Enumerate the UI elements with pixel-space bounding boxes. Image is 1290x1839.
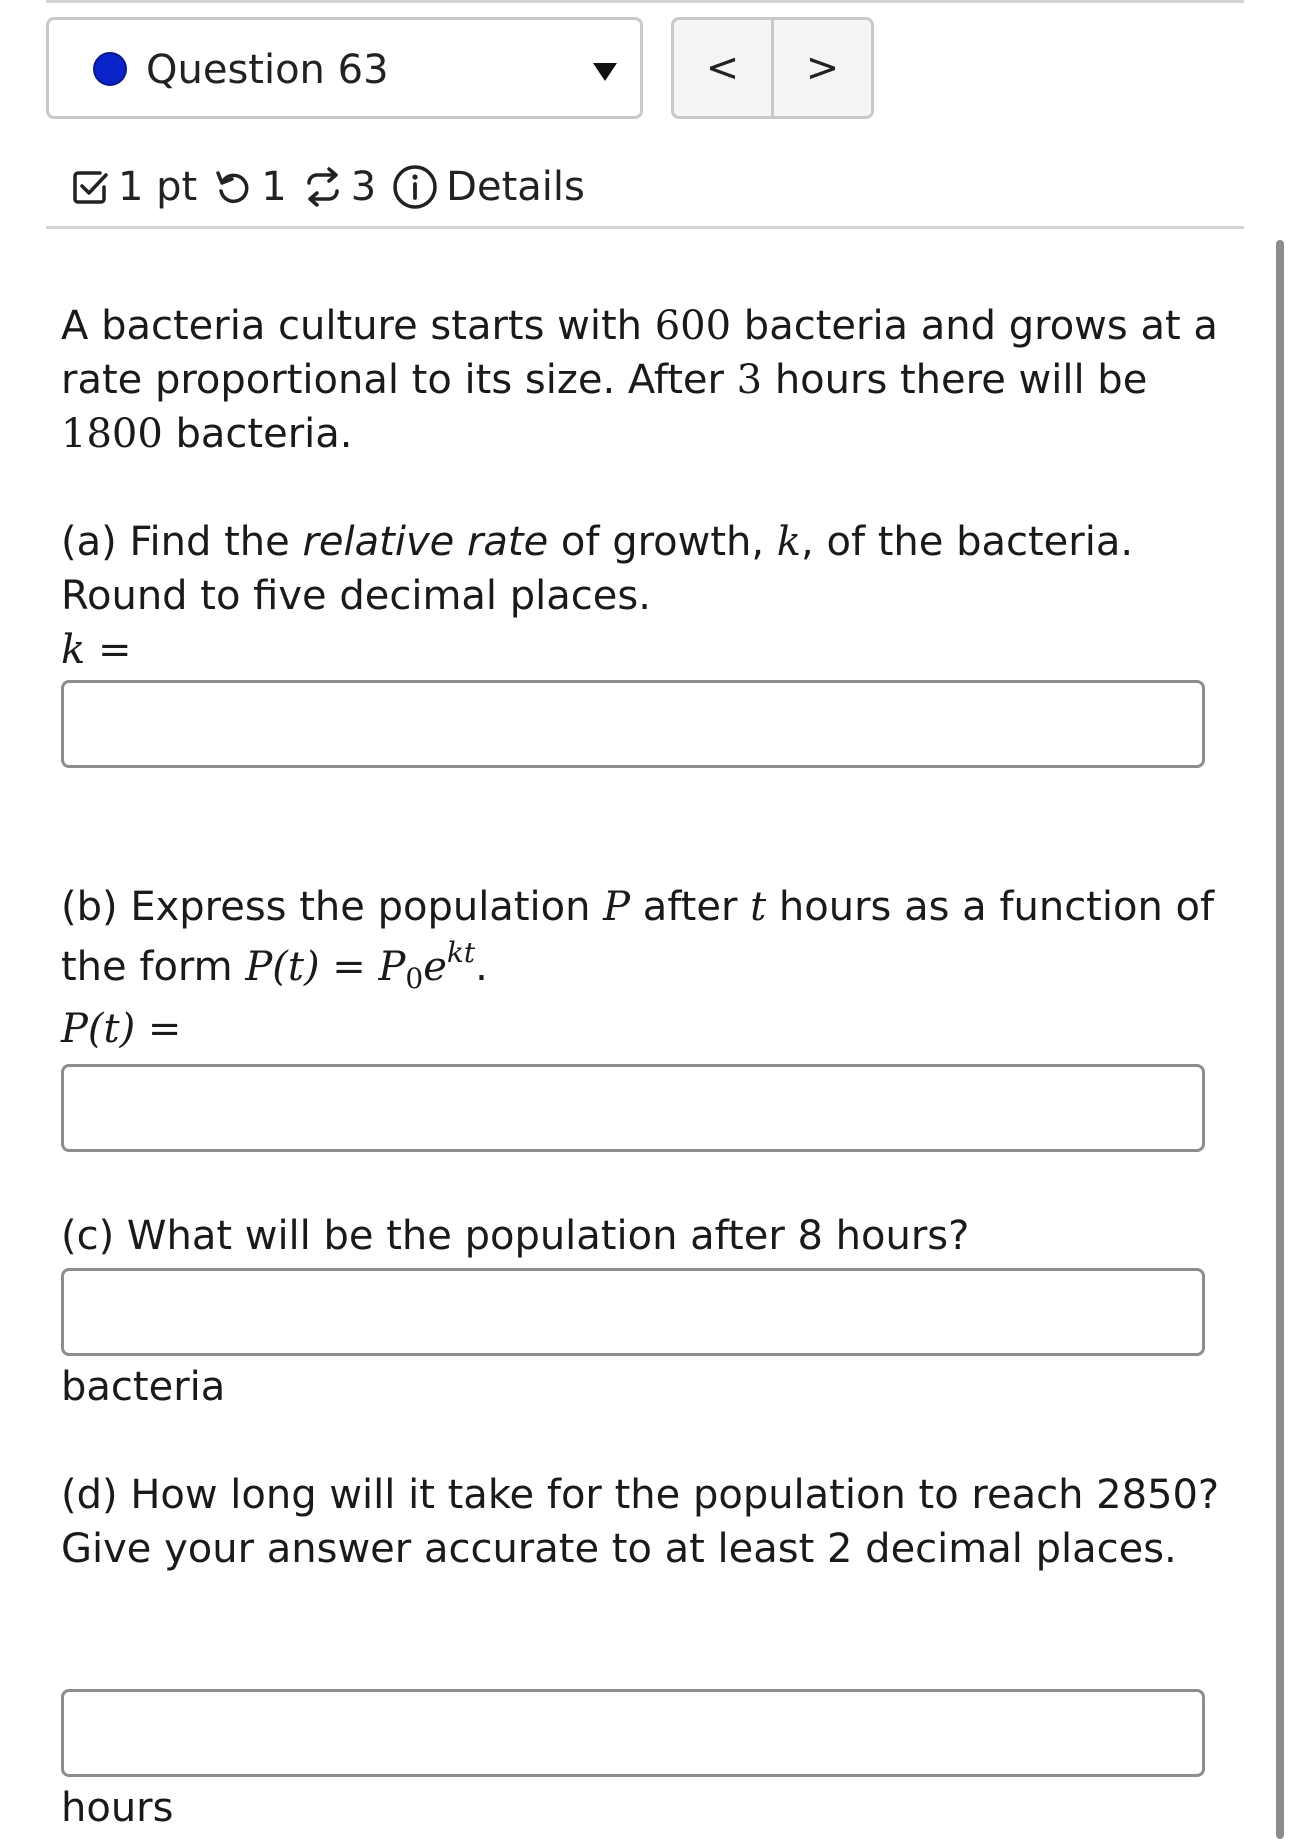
part-a-prompt: (a) Find the relative rate of growth, k, of the bacteria. xyxy=(61,519,1134,565)
scrollbar[interactable] xyxy=(1276,240,1284,1839)
part-b-lhs: P(t) = xyxy=(61,1006,182,1052)
part-d-instruction: Give your answer accurate to at least 2 decimal places. xyxy=(61,1526,1177,1572)
attempts-item xyxy=(303,164,376,210)
hours-count: 3 xyxy=(736,357,763,403)
relative-rate-term: relative rate xyxy=(302,519,549,565)
formula-lhs: P(t) = P xyxy=(245,944,406,990)
details-label: Details xyxy=(446,164,585,210)
question-meta xyxy=(70,160,601,214)
part-c-unit: bacteria xyxy=(61,1364,226,1410)
question-label: Question 63 xyxy=(146,47,389,93)
part-d-unit: hours xyxy=(61,1785,174,1831)
part-d-prompt: (d) How long will it take for the population to reach 2850? xyxy=(61,1472,1220,1518)
points-item xyxy=(70,164,197,210)
later-count: 1800 xyxy=(61,411,163,457)
part-a-lhs: k = xyxy=(61,627,132,673)
part-d-answer-input[interactable] xyxy=(61,1689,1205,1777)
problem-line-3: 1800 bacteria. xyxy=(61,411,353,457)
part-b-form: the form $P(t) = P_0e^{kt}$. xyxy=(61,936,488,995)
part-c-prompt: (c) What will be the population after 8 hours? xyxy=(61,1213,970,1259)
checkbox-icon xyxy=(70,167,110,207)
problem-line-2: rate proportional to its size. After 3 hours there will be xyxy=(61,357,1148,403)
retry-icon xyxy=(213,167,253,207)
previous-question-button[interactable]: < xyxy=(674,20,774,116)
question-selector[interactable] xyxy=(46,17,643,119)
part-a-instruction: Round to five decimal places. xyxy=(61,573,651,619)
part-a-answer-input[interactable] xyxy=(61,680,1205,768)
retries-value: 1 xyxy=(261,164,287,210)
points-value: 1 pt xyxy=(118,164,198,210)
details-toggle[interactable] xyxy=(392,164,585,210)
problem-line-1: A bacteria culture starts with 600 bacteria and grows at a xyxy=(61,303,1218,349)
next-question-button[interactable]: > xyxy=(774,20,871,116)
caret-down-icon xyxy=(593,63,617,81)
repeat-icon xyxy=(303,167,343,207)
info-icon xyxy=(392,164,438,210)
part-b-prompt: (b) Express the population P after t hours as a function of xyxy=(61,884,1215,930)
attempts-value: 3 xyxy=(350,164,377,210)
header-divider xyxy=(46,226,1244,229)
part-c-answer-input[interactable] xyxy=(61,1268,1205,1356)
top-divider xyxy=(46,0,1244,3)
part-b-answer-input[interactable] xyxy=(61,1064,1205,1152)
question-nav xyxy=(671,17,874,119)
status-dot-icon xyxy=(93,52,127,86)
initial-count: 600 xyxy=(654,303,732,349)
retries-item xyxy=(213,164,286,210)
